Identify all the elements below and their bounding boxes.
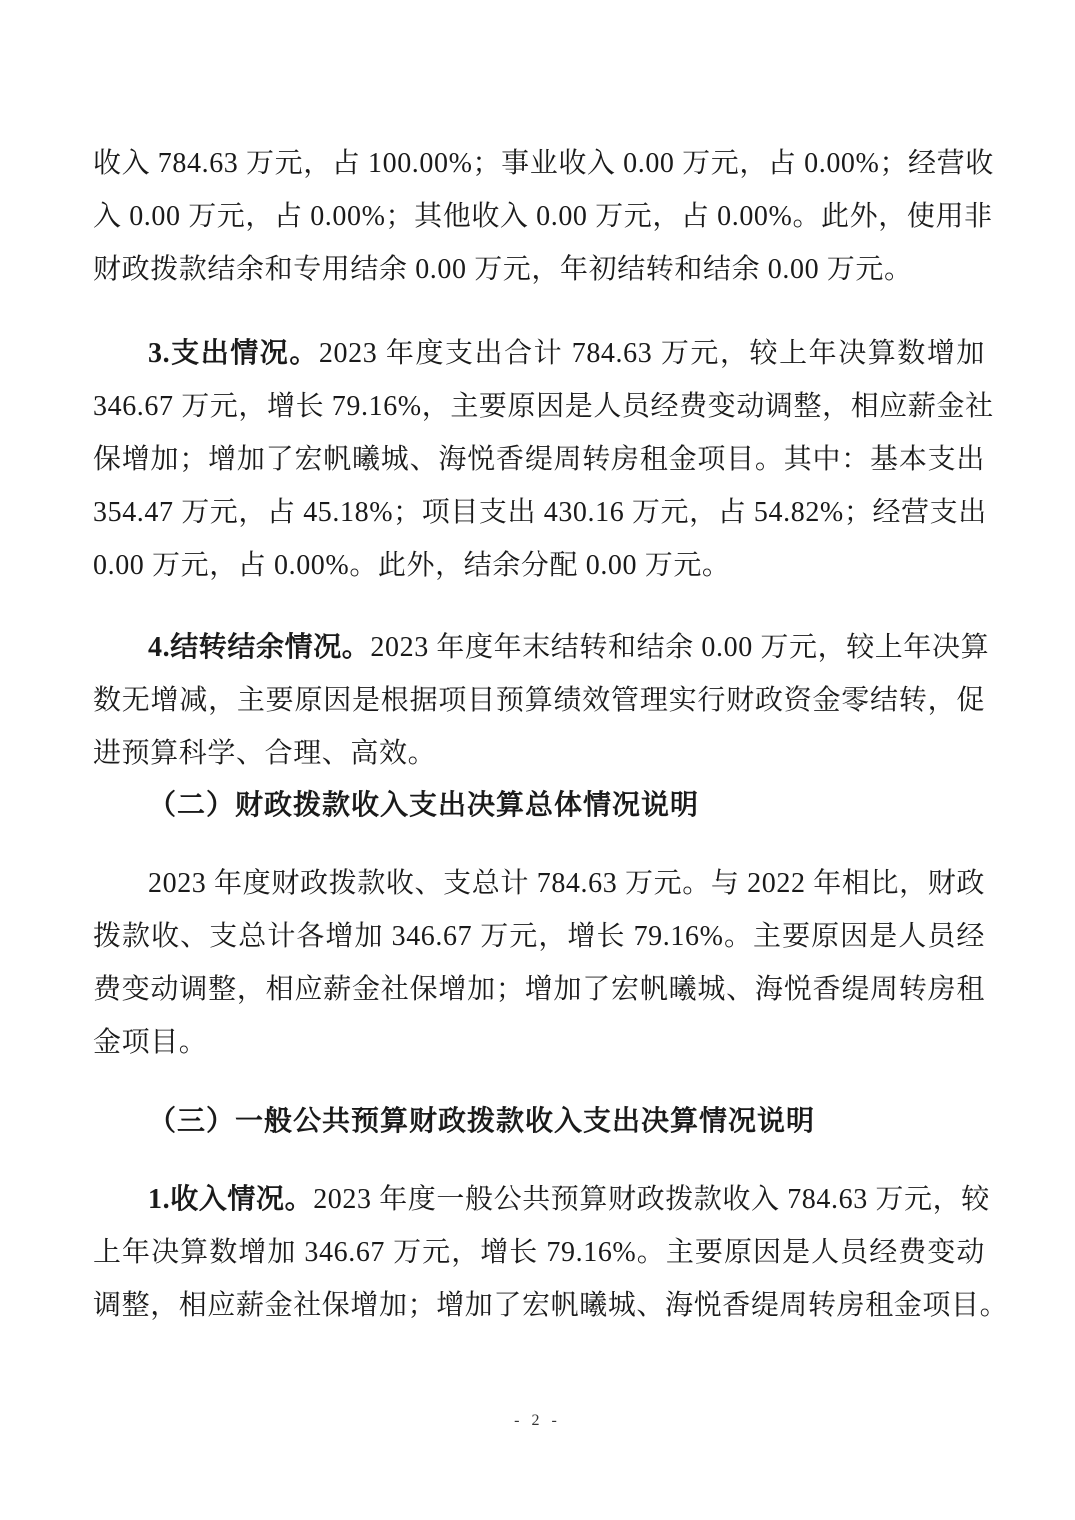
text-line: 2023 年度财政拨款收、支总计 784.63 万元。与 2022 年相比，财政 [148,868,985,899]
text-line: 金项目。 [93,1027,208,1058]
text-line: 入 0.00 万元，占 0.00%；其他收入 0.00 万元，占 0.00%。此外，使用非 [93,201,993,232]
page-number: - 2 - [514,1412,561,1429]
text-line: 调整，相应薪金社保增加；增加了宏帆曦城、海悦香缇周转房租金项目。 [93,1290,1009,1321]
section-lead: 1.收入情况。 [148,1184,314,1215]
text-line: 拨款收、支总计各增加 346.67 万元，增长 79.16%。主要原因是人员经 [93,921,985,952]
text-line: 上年决算数增加 346.67 万元，增长 79.16%。主要原因是人员经费变动 [93,1237,985,1268]
text-line: 费变动调整，相应薪金社保增加；增加了宏帆曦城、海悦香缇周转房租 [93,974,985,1005]
section-lead: 4.结转结余情况。 [148,632,371,663]
section-heading: （三）一般公共预算财政拨款收入支出决算情况说明 [148,1106,816,1137]
section-heading: （二）财政拨款收入支出决算总体情况说明 [148,790,700,821]
text-line: 财政拨款结余和专用结余 0.00 万元，年初结转和结余 0.00 万元。 [93,254,913,285]
text-line: 数无增减，主要原因是根据项目预算绩效管理实行财政资金零结转，促 [93,685,985,716]
text-line: 1.收入情况。2023 年度一般公共预算财政拨款收入 784.63 万元，较 [148,1184,990,1215]
section-lead: 3.支出情况。 [148,338,319,369]
text-line: 4.结转结余情况。2023 年度年末结转和结余 0.00 万元，较上年决算 [148,632,990,663]
text-line: 进预算科学、合理、高效。 [93,738,437,769]
text-line: 0.00 万元，占 0.00%。此外，结余分配 0.00 万元。 [93,550,731,581]
text-line: 3.支出情况。2023 年度支出合计 784.63 万元，较上年决算数增加 [148,338,985,369]
text-line: 保增加；增加了宏帆曦城、海悦香缇周转房租金项目。其中：基本支出 [93,444,985,475]
text-line: 346.67 万元，增长 79.16%，主要原因是人员经费变动调整，相应薪金社 [93,391,994,422]
text-line: 收入 784.63 万元，占 100.00%；事业收入 0.00 万元，占 0.00%；经营收 [93,148,994,179]
text-line: 354.47 万元，占 45.18%；项目支出 430.16 万元，占 54.82%；经营支出 [93,497,987,528]
